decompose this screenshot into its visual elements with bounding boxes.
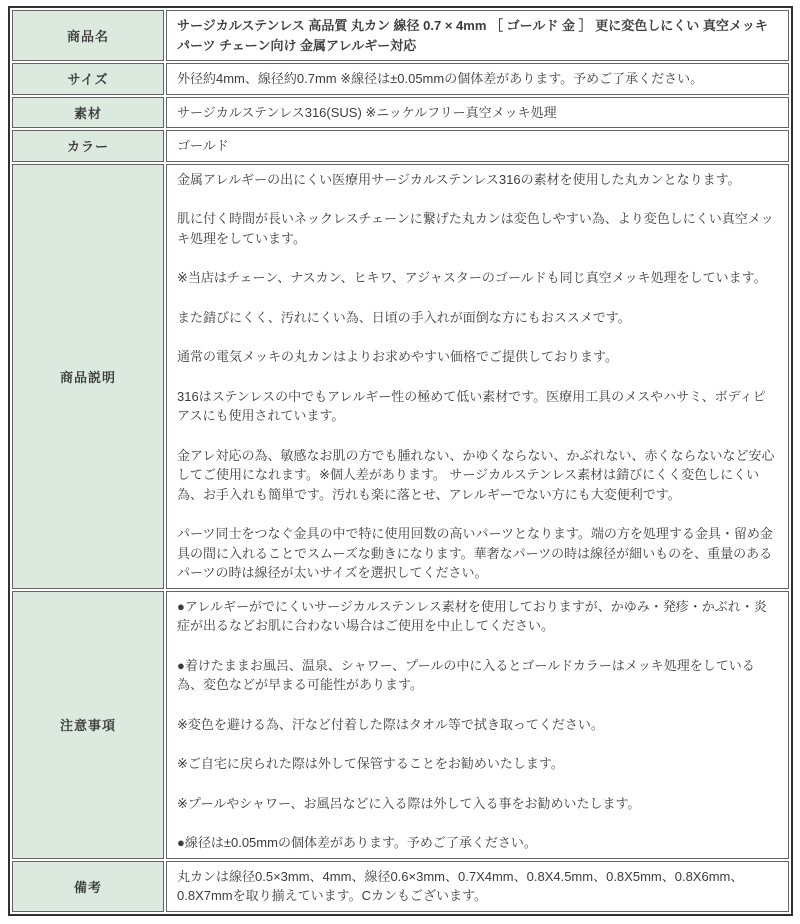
row-label-size: サイズ bbox=[12, 63, 164, 95]
table-row-color bbox=[12, 130, 789, 162]
description-paragraph: 金属アレルギーの出にくい医療用サージカルステンレス316の素材を使用した丸カンとなります。 bbox=[177, 171, 741, 187]
row-value-material bbox=[166, 97, 789, 129]
table-row-size bbox=[12, 63, 789, 95]
row-label-caution: 注意事項 bbox=[12, 591, 164, 859]
row-label-description: 商品説明 bbox=[12, 164, 164, 589]
caution-paragraph: ●アレルギーがでにくいサージカルステンレス素材を使用しておりますが、かゆみ・発疹・かぶれ・炎症が出るなどお肌に合わない場合はご使用を中止してください。 bbox=[177, 598, 767, 633]
caution-paragraph: ※ご自宅に戻られた際は外して保管することをお勧めいたします。 bbox=[177, 756, 564, 771]
color-text: ゴールド bbox=[177, 138, 229, 153]
row-value-color bbox=[166, 130, 789, 162]
description-paragraph: また錆びにくく、汚れにくい為、日頃の手入れが面倒な方にもおススメです。 bbox=[177, 309, 631, 325]
caution-paragraph: ●着けたままお風呂、温泉、シャワー、プールの中に入るとゴールドカラーはメッキ処理をしている為、変色などが早まる可能性があります。 bbox=[177, 657, 755, 692]
row-value-description bbox=[166, 164, 789, 589]
description-paragraph: パーツ同士をつなぐ金具の中で特に使用回数の高いパーツとなります。端の方を処理する金具・留め金具の間に入れることでスムーズな動きになります。華奢なパーツの時は線径が細いものを、重量のあるパーツの時は線径が太いサイズを選択してください。 bbox=[177, 526, 773, 580]
row-value-size bbox=[166, 63, 789, 95]
description-paragraph: 通常の電気メッキの丸カンはよりお求めやすい価格でご提供しております。 bbox=[177, 349, 618, 364]
product-name-text: サージカルステンレス 高品質 丸カン 線径 0.7 × 4mm ［ ゴールド 金 ］ 更に変色しにくい 真空メッキ パーツ チェーン向け 金属アレルギー対応 bbox=[177, 18, 768, 53]
row-value-remarks bbox=[166, 861, 789, 912]
row-value-product-name bbox=[166, 10, 789, 61]
row-label-material: 素材 bbox=[12, 97, 164, 129]
caution-paragraph: ※変色を避ける為、汗など付着した際はタオル等で拭き取ってください。 bbox=[177, 716, 604, 732]
description-paragraph: 316はステンレスの中でもアレルギー性の極めて低い素材です。医療用工具のメスやハサミ、ボディピアスにも使用されています。 bbox=[177, 388, 766, 423]
row-label-remarks: 備考 bbox=[12, 861, 164, 912]
product-spec-table bbox=[8, 6, 793, 916]
remarks-text: 丸カンは線径0.5×3mm、4mm、線径0.6×3mm、0.7X4mm、0.8X4.5mm、0.8X5mm、0.8X6mm、0.8X7mmを取り揃えています。Cカンもございます。 bbox=[177, 868, 744, 903]
row-label-product-name: 商品名 bbox=[12, 10, 164, 61]
caution-paragraph: ●線径は±0.05mmの個体差があります。予めご了承ください。 bbox=[177, 835, 537, 850]
description-paragraph: ※当店はチェーン、ナスカン、ヒキワ、アジャスターのゴールドも同じ真空メッキ処理をしています。 bbox=[177, 270, 767, 285]
table-row-description bbox=[12, 164, 789, 589]
description-paragraph: 肌に付く時間が長いネックレスチェーンに繋げた丸カンは変色しやすい為、より変色しにくい真空メッキ処理をしています。 bbox=[177, 211, 774, 246]
table-row-remarks bbox=[12, 861, 789, 912]
row-label-color: カラー bbox=[12, 130, 164, 162]
table-row-product-name bbox=[12, 10, 789, 61]
row-value-caution bbox=[166, 591, 789, 859]
size-text: 外径約4mm、線径約0.7mm ※線径は±0.05mmの個体差があります。予めご了承ください。 bbox=[177, 71, 704, 86]
table-row-material bbox=[12, 97, 789, 129]
material-text: サージカルステンレス316(SUS) ※ニッケルフリー真空メッキ処理 bbox=[177, 104, 557, 120]
description-paragraph: 金アレ対応の為、敏感なお肌の方でも腫れない、かゆくならない、かぶれない、赤くならないなど安心してご使用になれます。※個人差があります。 サージカルステンレス素材は錆びにくく変色しにくい為、お手入れも簡単です。汚れも楽に落とせ、アレルギーでない方にも大変便利です。 bbox=[177, 447, 775, 502]
caution-paragraph: ※プールやシャワー、お風呂などに入る際は外して入る事をお勧めいたします。 bbox=[177, 795, 641, 811]
table-row-caution bbox=[12, 591, 789, 859]
